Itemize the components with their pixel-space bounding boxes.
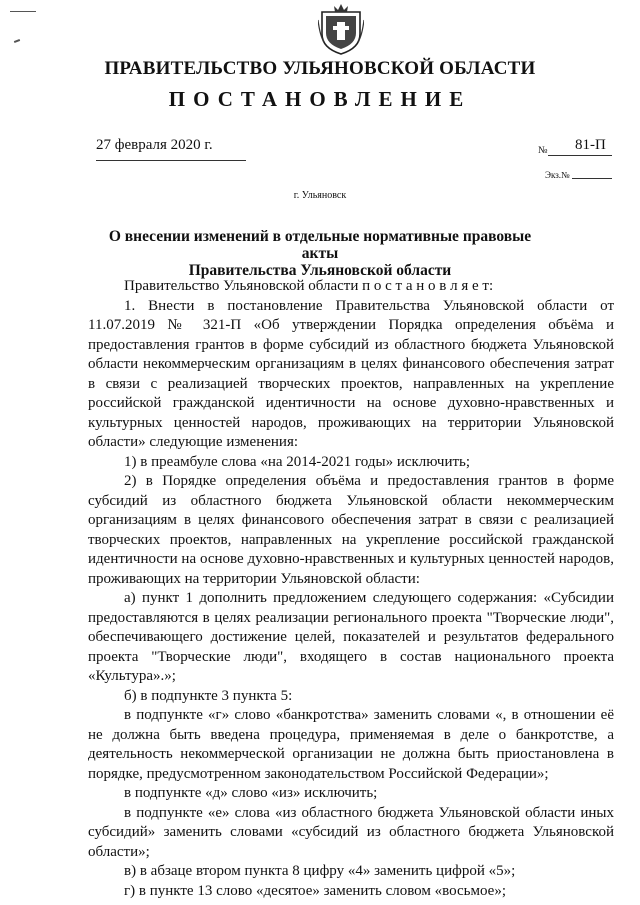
copy-label: Экз.№	[545, 170, 570, 180]
paragraph: в) в абзаце втором пункта 8 цифру «4» заменить цифрой «5»;	[124, 863, 516, 879]
paragraph: Правительство Ульяновской области п о с т а н о в л я е т:	[124, 278, 494, 294]
document-date: 27 февраля 2020 г.	[96, 137, 213, 153]
margin-mark	[10, 11, 36, 12]
government-title: ПРАВИТЕЛЬСТВО УЛЬЯНОВСКОЙ ОБЛАСТИ	[104, 58, 536, 79]
document-body	[88, 277, 614, 901]
paragraph: 1) в преамбуле слова «на 2014-2021 годы» исключить;	[124, 453, 471, 470]
paragraph: а) пункт 1 дополнить предложением следующего содержания: «Субсидии предоставляются в целях реализации регионального проекта "Творческие люди", обеспечивающего достижение целей, показателей и результатов федерального проекта "Творческие люди", входящего в состав национального проекта «Культура».»;	[88, 590, 614, 684]
paragraph: 1. Внести в постановление Правительства Ульяновской области от 11.07.2019 № 321-П «Об утверждении Порядка определения объёма и предоставления грантов в форме субсидий из областного бюджета Ульяновской области некоммерческим организациям в целях финансового обеспечения затрат в связи с реализацией творческих проектов, направленных на укрепление российской гражданской идентичности на основе духовно-нравственных и культурных ценностей народов, проживающих на территории Ульяновской области» следующие изменения:	[88, 297, 614, 450]
document-heading	[90, 228, 550, 279]
paragraph: в подпункте «е» слова «из областного бюджета Ульяновской области иных субсидий» заменить словами «субсидий из областного бюджета Ульяновской области»;	[88, 804, 614, 860]
heading-line: Правительства Ульяновской области	[188, 262, 452, 279]
document-type: ПОСТАНОВЛЕНИЕ	[168, 87, 472, 111]
heading-line: О внесении изменений в отдельные нормативные правовые акты	[108, 228, 532, 262]
document-number: 81-П	[575, 137, 606, 153]
margin-mark-small	[14, 39, 20, 43]
number-underline	[548, 155, 612, 156]
date-underline	[96, 160, 246, 161]
paragraph: в подпункте «д» слово «из» исключить;	[124, 785, 378, 801]
paragraph: 2) в Порядке определения объёма и предоставления грантов в форме субсидий из областного бюджета Ульяновской области некоммерческим организациям в целях финансового обеспечения затрат в связи с реализацией творческих проектов, направленных на укрепление российской гражданской идентичности на основе духовно-нравственных и культурных ценностей народов, проживающих на территории Ульяновской области:	[88, 473, 614, 587]
paragraph: г) в пункте 13 слово «десятое» заменить словом «восьмое»;	[124, 882, 506, 899]
number-sign: №	[538, 145, 548, 156]
paragraph: в подпункте «г» слово «банкротства» заменить словами «, в отношении её не должна быть введена процедура, применяемая в деле о банкротстве, а деятельность некоммерческой организации не должна быть приостановлена в порядке, предусмотренном законодательством Российской Федерации»;	[88, 707, 614, 782]
paragraph: б) в подпункте 3 пункта 5:	[124, 687, 293, 704]
copy-underline	[572, 178, 612, 179]
city: г. Ульяновск	[293, 190, 347, 201]
coat-of-arms-icon	[318, 2, 364, 56]
